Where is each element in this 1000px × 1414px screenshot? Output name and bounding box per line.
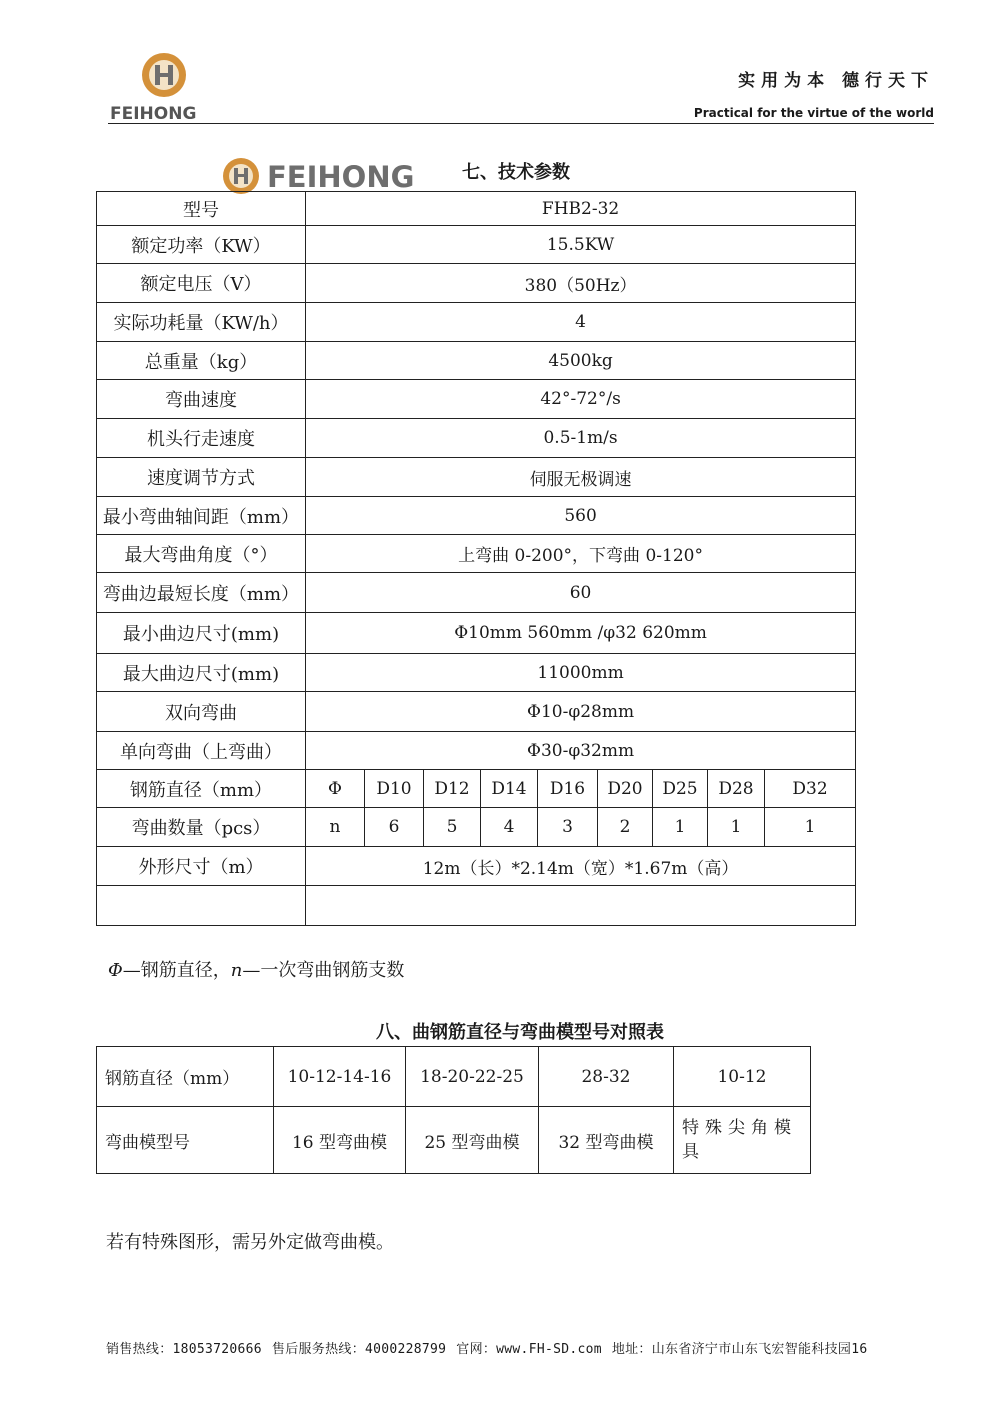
spec-value: Φ30-φ32mm [306, 732, 856, 770]
diameter-row [97, 1047, 811, 1107]
bend-count-cell: 3 [538, 808, 598, 847]
spec-label: 最大曲边尺寸(mm) [97, 654, 306, 692]
spec-row [97, 692, 856, 732]
rebar-diameter-cell: D10 [365, 770, 424, 808]
service-hotline: 售后服务热线：4000228799 [271, 1342, 447, 1357]
empty-cell [306, 886, 856, 926]
spec-label: 单向弯曲（上弯曲） [97, 732, 306, 770]
spec-row [97, 573, 856, 613]
mold-cell: 特殊尖角模具 [674, 1107, 811, 1174]
spec-value: 380（50Hz） [306, 264, 856, 303]
page-number: 16 [851, 1342, 868, 1357]
rebar-diameter-cell: D20 [598, 770, 653, 808]
spec-value: Φ10-φ28mm [306, 692, 856, 732]
spec-value: 60 [306, 573, 856, 613]
symbol-note [108, 956, 404, 982]
spec-value: 4 [306, 303, 856, 342]
diameter-cell: 18-20-22-25 [406, 1047, 539, 1107]
spec-row [97, 303, 856, 342]
spec-label: 弯曲边最短长度（mm） [97, 573, 306, 613]
footer-contact [106, 1338, 878, 1357]
spec-label: 最小曲边尺寸(mm) [97, 613, 306, 654]
spec-row [97, 264, 856, 303]
spec-label: 最大弯曲角度（°） [97, 535, 306, 573]
dimension-row [97, 847, 856, 886]
sales-hotline: 销售热线：18053720666 [106, 1342, 262, 1357]
mold-cell: 32 型弯曲模 [539, 1107, 674, 1174]
rebar-diameter-cell: D32 [765, 770, 856, 808]
empty-cell [97, 886, 306, 926]
spec-value: 42°-72°/s [306, 380, 856, 419]
rebar-diameter-cell: D14 [481, 770, 538, 808]
bend-count-cell: 5 [424, 808, 481, 847]
section-feihong-logo [221, 156, 466, 196]
section-8-title: 八、曲钢筋直径与弯曲模型号对照表 [376, 1022, 664, 1043]
mold-row [97, 1107, 811, 1174]
spec-value: FHB2-32 [306, 192, 856, 226]
spec-label: 双向弯曲 [97, 692, 306, 732]
website-link[interactable]: 官网：www.FH-SD.com [456, 1342, 602, 1357]
rebar-diameter-cell: D25 [653, 770, 708, 808]
diameter-cell: 10-12-14-16 [274, 1047, 406, 1107]
bend-count-cell: 6 [365, 808, 424, 847]
spec-label: 速度调节方式 [97, 458, 306, 497]
spec-row [97, 226, 856, 264]
spec-row [97, 192, 856, 226]
dimension-value: 12m（长）*2.14m（宽）*1.67m（高） [306, 847, 856, 886]
spec-row [97, 654, 856, 692]
header-divider [108, 123, 934, 124]
phi-symbol: Φ [108, 960, 123, 981]
address: 地址：山东省济宁市山东飞宏智能科技园 [611, 1342, 852, 1357]
bend-count-cell: n [306, 808, 365, 847]
rebar-diameter-cell: D28 [708, 770, 765, 808]
spec-label: 总重量（kg） [97, 342, 306, 380]
diameter-cell: 10-12 [674, 1047, 811, 1107]
dimension-label: 外形尺寸（m） [97, 847, 306, 886]
diameter-label: 钢筋直径（mm） [97, 1047, 274, 1107]
spec-value: 0.5-1m/s [306, 419, 856, 458]
mold-cell: 16 型弯曲模 [274, 1107, 406, 1174]
spec-row [97, 419, 856, 458]
rebar-diameter-label: 钢筋直径（mm） [97, 770, 306, 808]
mold-cell: 25 型弯曲模 [406, 1107, 539, 1174]
spec-label: 最小弯曲轴间距（mm） [97, 497, 306, 535]
phi-explanation: —钢筋直径， [122, 960, 231, 981]
spec-value: 4500kg [306, 342, 856, 380]
spec-row [97, 380, 856, 419]
bend-count-label: 弯曲数量（pcs） [97, 808, 306, 847]
section-logo-wordmark: FEIHONG [267, 160, 415, 194]
spec-value: 560 [306, 497, 856, 535]
spec-row [97, 458, 856, 497]
logo-wordmark: FEIHONG [110, 104, 197, 124]
special-shape-note: 若有特殊图形，需另外定做弯曲模。 [106, 1232, 394, 1253]
rebar-diameter-cell: D12 [424, 770, 481, 808]
spec-row [97, 535, 856, 573]
spec-row [97, 342, 856, 380]
diameter-cell: 28-32 [539, 1047, 674, 1107]
bend-count-cell: 2 [598, 808, 653, 847]
spec-value: Φ10mm 560mm /φ32 620mm [306, 613, 856, 654]
spec-row [97, 613, 856, 654]
bend-count-cell: 1 [653, 808, 708, 847]
mold-label: 弯曲模型号 [97, 1107, 274, 1174]
spec-row [97, 497, 856, 535]
n-symbol: n [230, 960, 243, 981]
bend-count-cell: 1 [708, 808, 765, 847]
bend-count-cell: 4 [481, 808, 538, 847]
spec-label: 弯曲速度 [97, 380, 306, 419]
spec-value: 11000mm [306, 654, 856, 692]
n-explanation: —一次弯曲钢筋支数 [242, 960, 405, 981]
spec-label: 额定电压（V） [97, 264, 306, 303]
bend-count-cell: 1 [765, 808, 856, 847]
slogan-english: Practical for the virtue of the world [693, 106, 934, 120]
section-7-title: 七、技术参数 [462, 162, 570, 183]
slogan-chinese: 实用为本 德行天下 [738, 71, 934, 91]
spec-label: 实际功耗量（KW/h） [97, 303, 306, 342]
feihong-logo [108, 50, 220, 125]
rebar-diameter-row [97, 770, 856, 808]
spec-label: 额定功率（KW） [97, 226, 306, 264]
spec-label: 型号 [97, 192, 306, 226]
spec-value: 上弯曲 0-200°，下弯曲 0-120° [306, 535, 856, 573]
mold-reference-table [96, 1046, 811, 1174]
spec-value: 15.5KW [306, 226, 856, 264]
bend-count-row [97, 808, 856, 847]
spec-label: 机头行走速度 [97, 419, 306, 458]
spec-row [97, 732, 856, 770]
tech-params-table [96, 191, 856, 926]
rebar-diameter-cell: Φ [306, 770, 365, 808]
empty-row [97, 886, 856, 926]
rebar-diameter-cell: D16 [538, 770, 598, 808]
spec-value: 伺服无极调速 [306, 458, 856, 497]
